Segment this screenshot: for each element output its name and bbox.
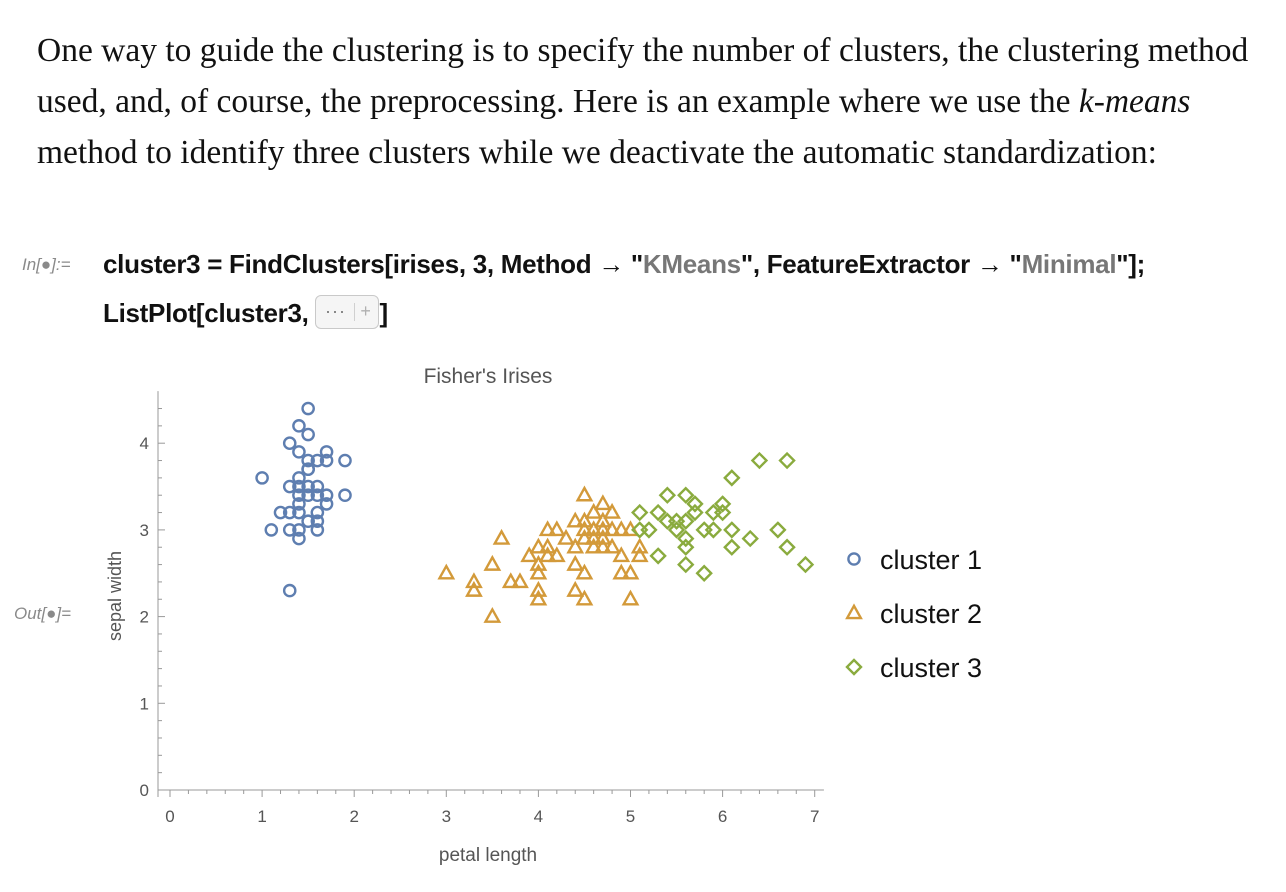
cluster-2-point bbox=[605, 540, 619, 552]
chart-title: Fisher's Irises bbox=[423, 365, 553, 388]
y-tick-label: 4 bbox=[139, 434, 149, 454]
cluster-3-point bbox=[752, 454, 766, 468]
cluster-1-point bbox=[293, 420, 304, 431]
intro-text-2: method to identify three clusters while we deactivate the automatic standardization: bbox=[37, 134, 1157, 171]
x-tick-label: 3 bbox=[441, 807, 452, 826]
code-text: ] bbox=[379, 298, 388, 328]
cluster-3-point bbox=[725, 471, 739, 485]
cluster-3-point bbox=[679, 558, 693, 572]
cluster-1-point bbox=[293, 446, 304, 457]
code-text: "]; bbox=[1116, 249, 1146, 279]
cluster-2-point bbox=[550, 523, 564, 535]
x-tick-label: 1 bbox=[257, 807, 267, 826]
intro-emphasis: k-means bbox=[1078, 83, 1191, 120]
cluster-2-point bbox=[522, 549, 536, 561]
y-tick-label: 0 bbox=[139, 781, 149, 800]
code-text: cluster3 = FindClusters[irises, 3, Method → " bbox=[103, 249, 643, 279]
axes bbox=[140, 391, 824, 826]
cluster-2-point bbox=[559, 531, 573, 543]
cluster-2-point bbox=[486, 557, 500, 569]
cluster-3-point bbox=[706, 523, 720, 537]
cluster-1-point bbox=[339, 455, 350, 466]
cluster-1-point bbox=[303, 403, 314, 414]
cluster-2-point bbox=[578, 566, 592, 578]
cluster-3-point bbox=[642, 523, 656, 537]
cluster-3-point bbox=[697, 566, 711, 580]
cluster-2-point bbox=[568, 557, 582, 569]
cluster-3-point bbox=[780, 540, 794, 554]
code-text: ListPlot[cluster3, bbox=[103, 298, 316, 328]
ellipsis-icon: ··· bbox=[324, 301, 346, 322]
legend-marker-cluster-1 bbox=[848, 553, 859, 564]
x-tick-label: 6 bbox=[717, 807, 728, 826]
cluster-2-point bbox=[513, 575, 527, 587]
legend-marker-cluster-3 bbox=[847, 660, 861, 674]
legend-label: cluster 1 bbox=[880, 545, 983, 575]
x-tick-label: 2 bbox=[349, 807, 359, 826]
input-cell-label: In[●]:= bbox=[22, 255, 71, 274]
x-axis-label: petal length bbox=[438, 845, 538, 866]
cluster-2-point bbox=[614, 549, 628, 561]
cluster-2-point bbox=[578, 488, 592, 500]
legend bbox=[847, 545, 982, 683]
intro-text-1: One way to guide the clustering is to specify the number of clusters, the clustering method used, and, of course, the preprocessing. Here is an example where we use the bbox=[37, 32, 1249, 120]
cluster-2-point bbox=[486, 609, 500, 621]
cluster-3-point bbox=[743, 532, 757, 546]
cluster-3-point bbox=[725, 523, 739, 537]
cluster-3-point bbox=[633, 506, 647, 520]
legend-label: cluster 3 bbox=[880, 653, 983, 683]
cluster-2-point bbox=[624, 566, 638, 578]
output-cell-label: Out[●]= bbox=[14, 604, 72, 623]
cluster-2-point bbox=[578, 592, 592, 604]
data-points bbox=[257, 403, 813, 622]
cluster-3-point bbox=[697, 523, 711, 537]
cluster-2-point bbox=[605, 505, 619, 517]
x-tick-label: 0 bbox=[165, 807, 175, 826]
cluster-1-point bbox=[284, 585, 295, 596]
legend-marker-cluster-2 bbox=[847, 606, 861, 618]
cluster-3-point bbox=[798, 558, 812, 572]
cluster-2-point bbox=[439, 566, 453, 578]
cluster-2-point bbox=[596, 497, 610, 509]
cluster-2-point bbox=[568, 540, 582, 552]
cluster-2-point bbox=[624, 592, 638, 604]
legend-label: cluster 2 bbox=[880, 599, 983, 629]
cluster-3-point bbox=[725, 540, 739, 554]
y-tick-label: 1 bbox=[139, 694, 149, 714]
y-axis-label: sepal width bbox=[105, 550, 125, 642]
cluster-1-point bbox=[303, 429, 314, 440]
y-tick-label: 2 bbox=[139, 607, 149, 627]
cluster-1-point bbox=[284, 438, 295, 449]
expand-plus-icon[interactable]: + bbox=[360, 301, 371, 322]
cluster-3-point bbox=[780, 454, 794, 468]
cluster-2-point bbox=[495, 531, 509, 543]
cluster-2-point bbox=[587, 505, 601, 517]
code-string-minimal: Minimal bbox=[1021, 249, 1117, 279]
cluster-1-point bbox=[266, 524, 277, 535]
code-string-kmeans: KMeans bbox=[642, 249, 741, 279]
cluster-1-point bbox=[257, 472, 268, 483]
cluster-2-point bbox=[550, 549, 564, 561]
cluster-3-point bbox=[660, 488, 674, 502]
code-text: ", FeatureExtractor → " bbox=[740, 249, 1022, 279]
x-tick-label: 5 bbox=[625, 807, 636, 826]
cluster-3-point bbox=[771, 523, 785, 537]
x-tick-label: 4 bbox=[533, 807, 544, 826]
cluster-2-point bbox=[568, 583, 582, 595]
y-tick-label: 3 bbox=[139, 520, 149, 540]
cluster-1-point bbox=[339, 490, 350, 501]
cluster-3-point bbox=[651, 549, 665, 563]
x-tick-label: 7 bbox=[809, 807, 820, 826]
